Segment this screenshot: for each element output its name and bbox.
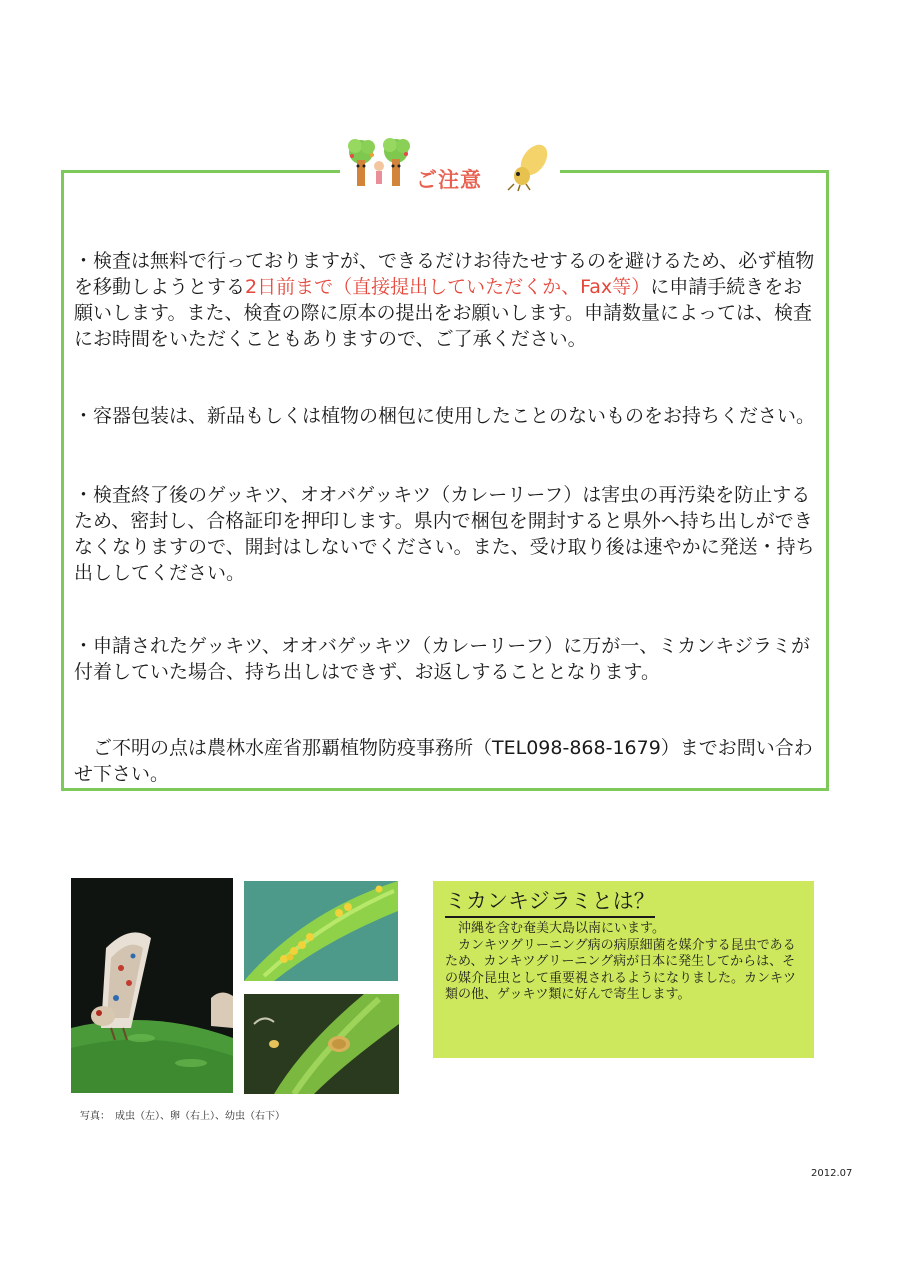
- notice-paragraph-contact: ご不明の点は農林水産省那覇植物防疫事務所（TEL098-868-1679）までお問い合わせ下さい。: [74, 737, 813, 785]
- notice-paragraph-application: [74, 248, 819, 352]
- document-date: 2012.07: [811, 1168, 853, 1179]
- notice-p1-highlight: 2日前まで（直接提出していただくか、Fax等）: [245, 276, 651, 298]
- insect-icon: [506, 140, 554, 192]
- tree-mascot-icon: [344, 136, 416, 194]
- info-body: 沖縄を含む奄美大島以南にいます。 カンキツグリーニング病の病原細菌を媒介する昆虫であるため、カンキツグリーニング病が日本に発生してからは、その媒介昆虫として重要視されるようになりました。カンキツ類の他、ゲッキツ類に好んで寄生します。: [445, 921, 797, 1002]
- notice-paragraph-return: ・申請されたゲッキツ、オオバゲッキツ（カレーリーフ）に万が一、ミカンキジラミが付着していた場合、持ち出しはできず、お返しすることとなります。: [74, 635, 811, 683]
- notice-p1-text-a: ・検査は無料で行っておりますが、できるだけお待たせするのを避けるため、必ず植物を移動しようとする: [74, 250, 815, 298]
- photo-caption: 写真： 成虫（左）、卵（右上）、幼虫（右下）: [80, 1111, 285, 1122]
- notice-p1-text-b: に申請手続きをお願いします。また、検査の際に原本の提出をお願いします。申請数量によっては、検査にお時間をいただくこともありますので、ご了承ください。: [74, 276, 812, 350]
- notice-header: [340, 136, 560, 194]
- info-title: ミカンキジラミとは？: [445, 885, 655, 918]
- notice-paragraph-sealing: ・検査終了後のゲッキツ、オオバゲッキツ（カレーリーフ）は害虫の再汚染を防止するため、密封し、合格証印を押印します。県内で梱包を開封すると県外へ持ち出しができなくなりますので、開封はしないでください。また、受け取り後は速やかに発送・持ち出ししてください。: [74, 484, 815, 584]
- nymph-photo: [244, 994, 399, 1094]
- info-box: [433, 881, 814, 1058]
- egg-photo: [244, 881, 398, 981]
- notice-title: ご注意: [416, 168, 482, 192]
- adult-psyllid-photo: [71, 878, 233, 1093]
- notice-paragraph-packaging: ・容器包装は、新品もしくは植物の梱包に使用したことのないものをお持ちください。: [74, 405, 816, 427]
